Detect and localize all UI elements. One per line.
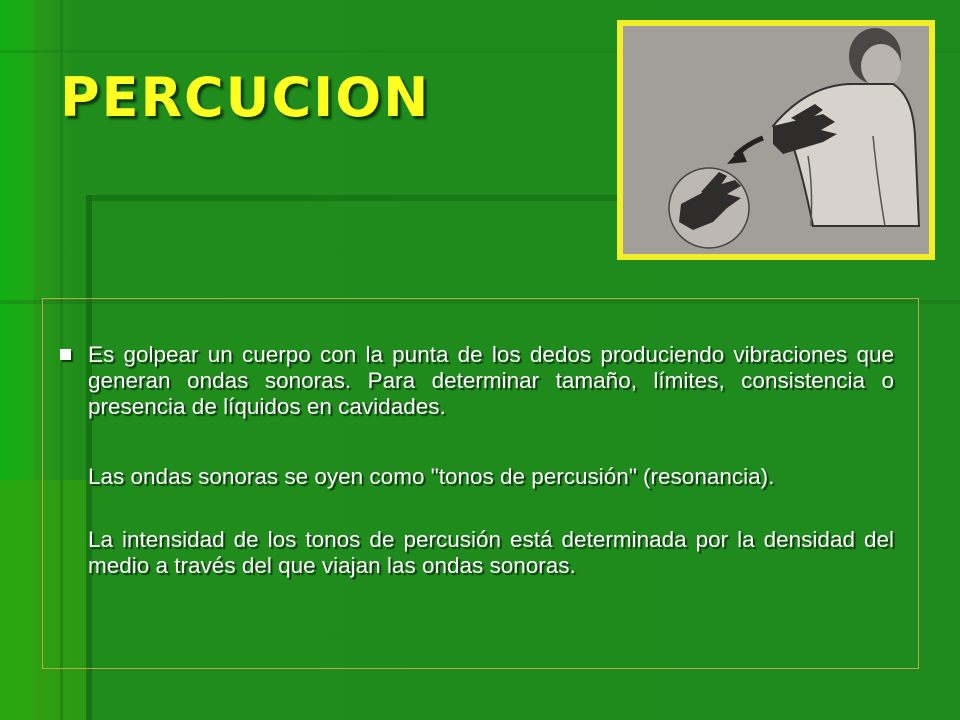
percussion-illustration: [617, 20, 935, 260]
slide-title: PERCUCION: [60, 66, 431, 129]
paragraph-resonance: Las ondas sonoras se oyen como "tonos de percusión" (resonancia).: [88, 464, 775, 489]
bullet-text: Es golpear un cuerpo con la punta de los dedos produciendo vibraciones que generan ondas sonoras. Para determinar tamaño, límites, consistencia o presencia de líquidos en cavidades.: [88, 342, 894, 419]
paragraph-intensity: La intensidad de los tonos de percusión está determinada por la densidad del medio a través del que viajan las ondas sonoras.: [88, 527, 894, 578]
bullet-square-icon: [60, 349, 71, 360]
percussion-drawing: [623, 26, 929, 254]
background-stripe: [86, 195, 646, 201]
